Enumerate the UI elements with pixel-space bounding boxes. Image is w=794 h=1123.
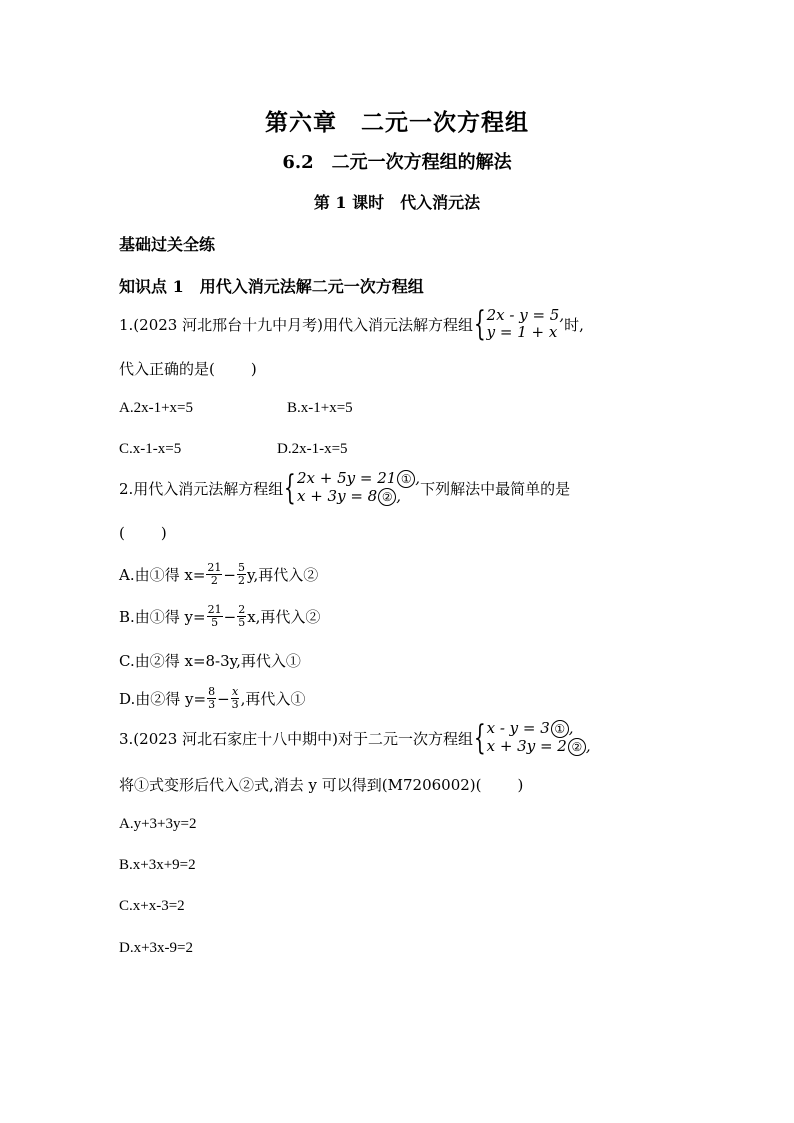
q1-eq1: 2x - y = 5,: [486, 306, 565, 324]
section-title: 6.2 二元一次方程组的解法: [282, 152, 512, 173]
circled-one-icon: ①: [397, 470, 415, 488]
lesson-title: 第 1 课时 代入消元法: [313, 193, 481, 212]
q3-equation-system: [473, 720, 591, 756]
q3-option-a: A.y+3+3y=2: [119, 816, 197, 832]
q1-stem-suffix: 时,: [564, 315, 584, 334]
circled-one-icon: ①: [551, 720, 569, 738]
q2-eq1: 2x + 5y = 21 ① ,: [296, 469, 421, 487]
chapter-title: 第六章 二元一次方程组: [265, 109, 529, 136]
fraction: $\frac{2}{5}$: [238, 603, 246, 629]
q1-stem-prefix: 1.(2023 河北邢台十九中月考)用代入消元法解方程组: [119, 315, 473, 334]
q2-equation-system: [283, 470, 420, 506]
fraction: $\frac{x}{3}$: [231, 685, 239, 711]
fraction: $\frac{5}{2}$: [237, 561, 245, 587]
q3-stem-line2: 将①式变形后代入②式,消去 y 可以得到(M7206002)( ): [119, 776, 524, 794]
q3-stem: [119, 720, 591, 756]
q1-stem: [119, 304, 584, 344]
circled-two-icon: ②: [378, 488, 396, 506]
q2-stem-suffix: 下列解法中最简单的是: [420, 479, 571, 498]
q1-option-a: A.2x-1+x=5: [119, 400, 193, 416]
q2-option-d: D.由②得 y= $\frac{8}{3}$ − $\frac{x}{3}$ ,再代入①: [119, 685, 306, 711]
q1-eq2: y = 1 + x: [486, 323, 558, 341]
q1-equation-system: [473, 304, 565, 344]
fraction: $\frac{21}{2}$: [207, 561, 222, 587]
q2-stem: [119, 470, 570, 506]
q2-option-a: A.由①得 x= $\frac{21}{2}$ − $\frac{5}{2}$ y,再代入②: [119, 561, 319, 587]
circled-two-icon: ②: [568, 738, 586, 756]
brace-icon: {: [473, 718, 486, 758]
knowledge-point-title: 知识点 1 用代入消元法解二元一次方程组: [119, 277, 424, 296]
q1-stem-line2: [119, 358, 257, 379]
fraction: $\frac{8}{3}$: [208, 685, 216, 711]
brace-icon: {: [284, 468, 297, 508]
brace-icon: {: [473, 304, 486, 344]
q1-option-d: D.2x-1-x=5: [277, 441, 348, 457]
q2-stem-prefix: 2.用代入消元法解方程组: [119, 479, 284, 498]
q1-option-b: B.x-1+x=5: [287, 400, 353, 416]
q2-eq2: x + 3y = 8 ② ,: [296, 487, 401, 505]
fraction: $\frac{21}{5}$: [207, 603, 222, 629]
q1-option-c: C.x-1-x=5: [119, 441, 182, 457]
q1-close-paren: ): [250, 360, 257, 378]
q3-stem-prefix: 3.(2023 河北石家庄十八中期中)对于二元一次方程组: [119, 729, 473, 748]
q3-eq1: x - y = 3 ① ,: [486, 719, 574, 737]
q3-option-b: B.x+3x+9=2: [119, 857, 196, 873]
q2-option-c: C.由②得 x=8-3y,再代入①: [119, 652, 301, 670]
q2-answer-paren: ( ): [119, 524, 167, 542]
q2-option-b: B.由①得 y= $\frac{21}{5}$ − $\frac{2}{5}$ x,再代入②: [119, 603, 321, 629]
q1-stem-line2-text: 代入正确的是(: [119, 360, 215, 378]
exercise-title: 基础过关全练: [119, 235, 216, 254]
q3-option-c: C.x+x-3=2: [119, 898, 185, 914]
q3-eq2: x + 3y = 2 ② ,: [486, 737, 591, 755]
q3-option-d: D.x+3x-9=2: [119, 940, 193, 956]
